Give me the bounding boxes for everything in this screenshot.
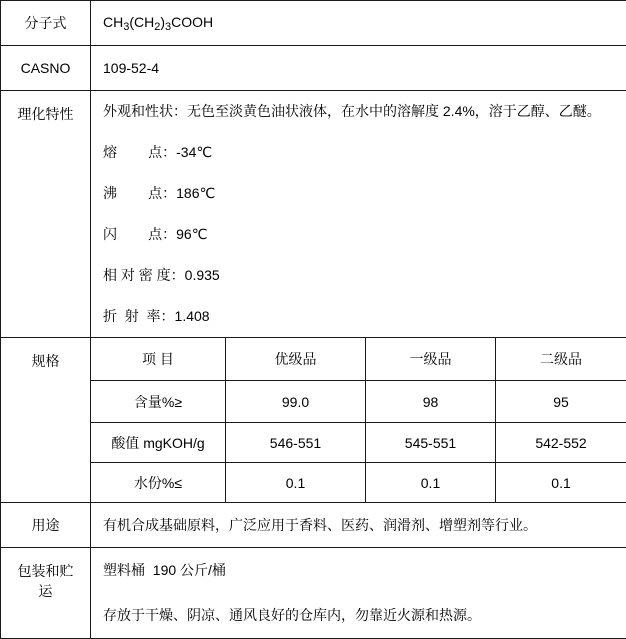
- formula-subscript: 3: [165, 21, 171, 33]
- properties-label: 理化特性: [1, 91, 91, 338]
- molecular-formula-value: [91, 1, 626, 46]
- spec-value: 99.0: [226, 381, 366, 423]
- formula-part: CH: [103, 14, 123, 30]
- spec-item-moisture: 水份%≤: [91, 463, 226, 503]
- spec-header-premium-grade: 优级品: [226, 338, 366, 381]
- formula-part: ): [160, 14, 165, 30]
- row-spec-moisture: [1, 463, 626, 503]
- spec-header-item: 项 目: [91, 338, 226, 381]
- casno-label: CASNO: [1, 46, 91, 91]
- spec-item-acid-value: 酸值 mgKOH/g: [91, 423, 226, 463]
- packaging-storage-line: 存放于干燥、阴凉、通风良好的仓库内，勿靠近火源和热源。: [103, 593, 614, 638]
- specs-label: 规格: [1, 338, 91, 503]
- property-flash-point: 闪 点：96℃: [103, 214, 614, 255]
- spec-header-second-grade: 二级品: [496, 338, 626, 381]
- spec-value: 545-551: [366, 423, 496, 463]
- row-usage: [1, 503, 626, 548]
- packaging-value: [91, 548, 626, 639]
- property-melting-point: 熔 点：-34℃: [103, 132, 614, 173]
- row-spec-header: [1, 338, 626, 381]
- spec-header-first-grade: 一级品: [366, 338, 496, 381]
- property-relative-density: 相 对 密 度：0.935: [103, 255, 614, 296]
- row-spec-acid-value: [1, 423, 626, 463]
- formula-part: COOH: [171, 14, 213, 30]
- spec-item-content: 含量%≥: [91, 381, 226, 423]
- formula-subscript: 2: [154, 21, 160, 33]
- row-casno: [1, 46, 626, 91]
- casno-value: 109-52-4: [91, 46, 626, 91]
- usage-label: 用途: [1, 503, 91, 548]
- property-refractive-index: 折 射 率：1.408: [103, 296, 614, 337]
- spec-value: 0.1: [226, 463, 366, 503]
- row-molecular-formula: [1, 1, 626, 46]
- row-packaging: [1, 548, 626, 639]
- usage-value: 有机合成基础原料，广泛应用于香料、医药、润滑剂、增塑剂等行业。: [91, 503, 626, 548]
- packaging-container-line: 塑料桶 190 公斤/桶: [103, 548, 614, 593]
- spec-value: 546-551: [226, 423, 366, 463]
- formula-part: (CH: [129, 14, 154, 30]
- spec-value: 0.1: [496, 463, 626, 503]
- spec-value: 0.1: [366, 463, 496, 503]
- packaging-label: 包装和贮运: [1, 548, 91, 639]
- formula-subscript: 3: [123, 21, 129, 33]
- spec-value: 542-552: [496, 423, 626, 463]
- spec-value: 98: [366, 381, 496, 423]
- property-appearance: 外观和性状：无色至淡黄色油状液体，在水中的溶解度 2.4%，溶于乙醇、乙醚。: [103, 91, 614, 132]
- molecular-formula-label: 分子式: [1, 1, 91, 46]
- properties-value: [91, 91, 626, 338]
- spec-value: 95: [496, 381, 626, 423]
- row-spec-content: [1, 381, 626, 423]
- row-properties: [1, 91, 626, 338]
- property-boiling-point: 沸 点：186℃: [103, 173, 614, 214]
